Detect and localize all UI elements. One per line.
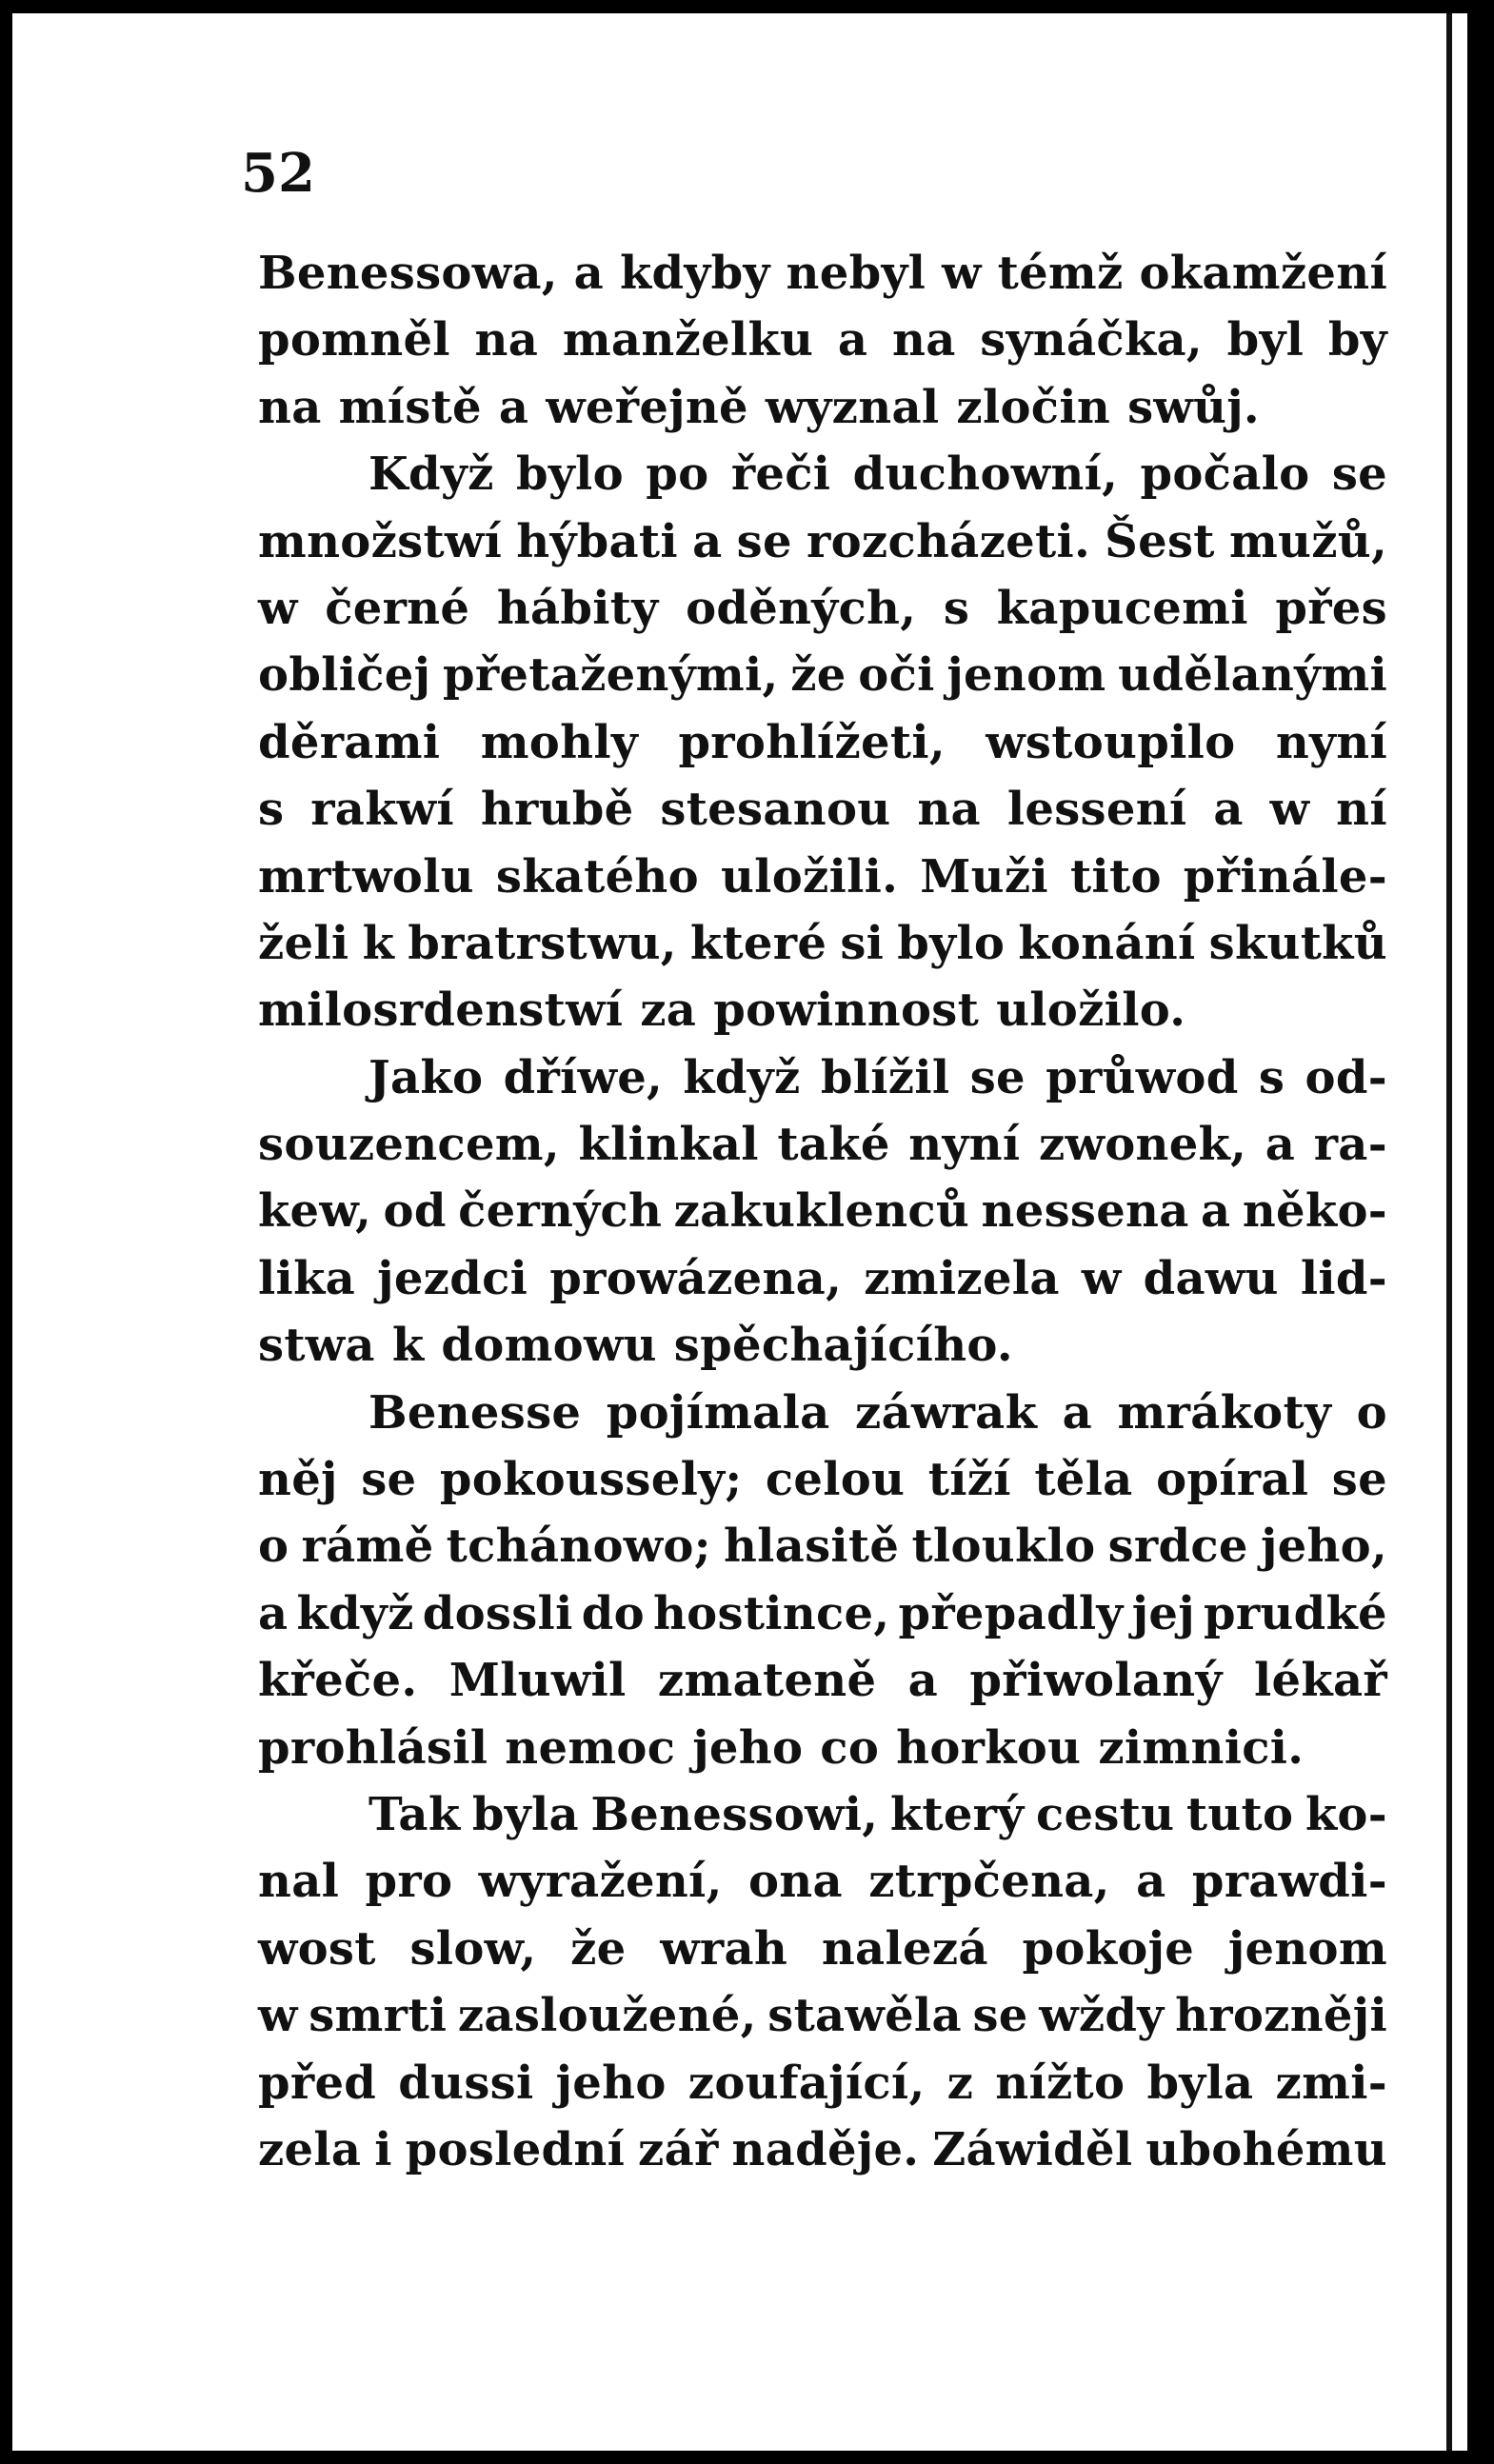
word: w [258, 1989, 298, 2043]
word: duchowní, [852, 447, 1119, 502]
word: lékař [1254, 1654, 1387, 1708]
word: se [972, 1989, 1028, 2043]
word: z [946, 2056, 974, 2110]
word: do [581, 1586, 645, 1640]
word: i [374, 2122, 392, 2176]
text-line [258, 2057, 1387, 2123]
word: blížil [820, 1050, 950, 1104]
word: a [1136, 1855, 1166, 1909]
word: témž [997, 247, 1124, 300]
word: prawdi- [1191, 1855, 1387, 1909]
text-line [258, 1587, 1387, 1654]
word: dussi [398, 2056, 534, 2110]
word: který [889, 1787, 1025, 1841]
text-line [258, 917, 1387, 984]
word: před [258, 2056, 377, 2110]
word: černých [458, 1184, 663, 1239]
word: lid- [1300, 1251, 1387, 1305]
word: pomněl [258, 313, 450, 368]
word: smrti [309, 1989, 448, 2043]
word: pro [365, 1855, 453, 1909]
word: oči [858, 648, 935, 703]
word: také [777, 1118, 890, 1172]
word: Benesse [369, 1385, 582, 1440]
word: wost [258, 1921, 376, 1976]
word: s [258, 783, 285, 837]
text-line [258, 582, 1387, 648]
word: Benessowi, [590, 1787, 879, 1841]
word: hrozněji [1175, 1989, 1387, 2043]
word: jeho [555, 2056, 667, 2110]
word: cestu [1035, 1787, 1175, 1841]
word: nyní [1275, 715, 1387, 769]
text-line [258, 984, 1387, 1050]
word: prohlásil [258, 1720, 488, 1775]
text-line [258, 313, 1387, 380]
word: si [840, 916, 885, 970]
word: Jako [369, 1050, 484, 1104]
text-line [258, 1118, 1387, 1184]
word: souzencem, [258, 1118, 560, 1172]
word: a [837, 313, 868, 368]
word: že [570, 1921, 627, 1976]
word: Benessowa, [258, 247, 558, 300]
word: nemoc [505, 1720, 676, 1775]
text-line [258, 850, 1387, 917]
word: ní [1336, 783, 1387, 837]
word: bylo [897, 916, 1006, 970]
word: prowázena, [549, 1251, 843, 1305]
word: Tak [369, 1787, 461, 1841]
word: rámě [301, 1520, 434, 1574]
word: hýbati [516, 514, 678, 568]
word: rozcházeti. [807, 514, 1091, 568]
word: něj [258, 1453, 338, 1507]
word: že [790, 648, 847, 703]
word: jej [1131, 1586, 1195, 1640]
word: když [683, 1050, 801, 1104]
word: Záwiděl [932, 2122, 1133, 2176]
word: zakuklenců [673, 1184, 970, 1239]
word: přes [1275, 581, 1387, 635]
word: opíral [1156, 1453, 1309, 1507]
word: přetaženými, [442, 648, 779, 703]
word: jezdci [377, 1251, 528, 1305]
word: nyní [908, 1118, 1021, 1172]
word: obličej [258, 648, 431, 703]
text-line [258, 648, 1387, 715]
word: tuto [1185, 1787, 1294, 1841]
word: naděje. [731, 2122, 920, 2176]
word: byla [471, 1787, 579, 1841]
word: na [917, 783, 981, 837]
word: skatého [495, 849, 699, 904]
word: děrami [258, 715, 441, 769]
word: k [391, 1319, 425, 1373]
text-line [258, 1252, 1387, 1319]
word: slow, [409, 1921, 537, 1976]
word: bylo [516, 447, 624, 502]
word: řeči [730, 447, 831, 502]
word: oděných, [686, 581, 917, 635]
text-line [258, 1922, 1387, 1989]
word: wstoupilo [986, 715, 1236, 769]
word: horkou [896, 1720, 1082, 1775]
text-line [258, 1855, 1387, 1921]
word: zwonek, [1039, 1118, 1247, 1172]
text-line [258, 1319, 1387, 1385]
word: stesanou [660, 783, 891, 837]
word: zoufající, [687, 2056, 926, 2110]
word: w [258, 581, 298, 635]
text-line [258, 1453, 1387, 1520]
text-line [258, 1721, 1387, 1788]
page-edge [1446, 13, 1467, 2451]
word: s [1258, 1050, 1285, 1104]
word: mrtwolu [258, 849, 474, 904]
word: weřejně [546, 380, 748, 434]
word: wždy [1039, 1989, 1165, 2043]
word: a [1213, 783, 1244, 837]
word: záwrak [855, 1385, 1038, 1440]
word: udělanými [1118, 648, 1387, 703]
word: zimnici. [1098, 1720, 1305, 1775]
word: Šest [1105, 514, 1215, 568]
word: zmateně [657, 1654, 877, 1708]
word: lessení [1006, 783, 1187, 837]
word: křeče. [258, 1654, 418, 1708]
word: srdce [1107, 1520, 1248, 1574]
word: a [692, 514, 723, 568]
word: jenom [1227, 1921, 1387, 1976]
word: klinkal [578, 1118, 759, 1172]
word: množstwí [258, 514, 503, 568]
word: spěchajícího. [673, 1319, 1013, 1373]
word: pokoje [1022, 1921, 1195, 1976]
word: jeho [692, 1720, 804, 1775]
word: a [573, 247, 605, 300]
word: zasloužené, [457, 1989, 757, 2043]
word: se [1331, 447, 1387, 502]
word: počalo [1140, 447, 1310, 502]
word: mužů, [1228, 514, 1387, 568]
word: Když [369, 447, 494, 502]
word: bratrstwu, [408, 916, 677, 970]
word: přepadly [898, 1586, 1124, 1640]
word: hrubě [480, 783, 634, 837]
word: prohlížeti, [678, 715, 946, 769]
word: ko- [1305, 1787, 1387, 1841]
word: nalezá [821, 1921, 988, 1976]
word: přiwolaný [969, 1654, 1223, 1708]
word: tito [1069, 849, 1162, 904]
word: když [296, 1586, 414, 1640]
word: hostince, [652, 1586, 890, 1640]
text-line [258, 783, 1387, 849]
word: a [258, 1586, 289, 1640]
word: dawu [1143, 1251, 1279, 1305]
word: nebyl [786, 247, 926, 300]
word: a [1201, 1184, 1231, 1239]
word: za [640, 984, 697, 1038]
word: kew, [258, 1184, 372, 1239]
text-line [258, 1788, 1387, 1855]
word: hábity [496, 581, 659, 635]
word: od [383, 1184, 447, 1239]
word: dříwe, [503, 1050, 664, 1104]
book-page [12, 13, 1467, 2451]
word: lika [258, 1251, 356, 1305]
word: a [498, 380, 529, 434]
word: zela [258, 2122, 362, 2176]
word: byla [1146, 2056, 1254, 2110]
word: stwa [258, 1319, 375, 1373]
word: uložilo. [996, 984, 1186, 1038]
word: synáčka, [980, 313, 1203, 368]
word: wyražení, [478, 1855, 723, 1909]
word: skutků [1208, 916, 1387, 970]
word: pojímala [606, 1385, 830, 1440]
word: Mluwil [448, 1654, 627, 1708]
word: o [258, 1520, 289, 1574]
text-line [258, 1051, 1387, 1118]
word: od- [1305, 1050, 1387, 1104]
word: kdyby [619, 247, 770, 300]
text-line [258, 716, 1387, 783]
word: nížto [995, 2056, 1125, 2110]
text-line [258, 247, 1387, 313]
word: přinále- [1183, 849, 1387, 904]
text-line [258, 1989, 1387, 2056]
word: prudké [1203, 1586, 1387, 1640]
word: ra- [1313, 1118, 1387, 1172]
word: pokoussely; [439, 1453, 743, 1507]
word: po [646, 447, 709, 502]
word: by [1327, 313, 1387, 368]
word: domowu [441, 1319, 657, 1373]
word: zmizela [864, 1251, 1060, 1305]
word: w [1081, 1251, 1122, 1305]
body-text [258, 247, 1387, 2190]
word: wrah [660, 1921, 788, 1976]
word: ona [747, 1855, 843, 1909]
word: na [258, 380, 322, 434]
word: a [1265, 1118, 1296, 1172]
word: milosrdenstwí [258, 984, 624, 1038]
text-line [258, 515, 1387, 582]
word: co [820, 1720, 880, 1775]
word: nal [258, 1855, 340, 1909]
text-line [258, 447, 1387, 514]
word: swůj. [1127, 380, 1260, 434]
word: kapucemi [996, 581, 1248, 635]
word: wyznal [765, 380, 940, 434]
word: průwod [1046, 1050, 1239, 1104]
word: k [362, 916, 395, 970]
word: tíží [927, 1453, 1011, 1507]
word: w [942, 247, 982, 300]
text-line [258, 381, 1387, 447]
word: tlouklo [911, 1520, 1096, 1574]
word: jeho, [1260, 1520, 1387, 1574]
text-line [258, 1520, 1387, 1586]
word: které [689, 916, 827, 970]
word: nessena [981, 1184, 1189, 1239]
word: a [1062, 1385, 1093, 1440]
word: a [907, 1654, 939, 1708]
word: černé [325, 581, 470, 635]
word: powinnost [713, 984, 980, 1038]
text-line [258, 1184, 1387, 1251]
word: ztrpčena, [868, 1855, 1110, 1909]
word: manželku [562, 313, 814, 368]
word: na [474, 313, 539, 368]
word: o [1356, 1385, 1387, 1440]
word: se [361, 1453, 417, 1507]
word: Muži [920, 849, 1048, 904]
word: zločin [956, 380, 1111, 434]
word: celou [765, 1453, 906, 1507]
word: dossli [422, 1586, 573, 1640]
page-number: 52 [241, 142, 315, 205]
word: se [736, 514, 792, 568]
word: tchánowo; [446, 1520, 711, 1574]
word: hlasitě [723, 1520, 900, 1574]
word: na [892, 313, 956, 368]
word: těla [1034, 1453, 1133, 1507]
word: místě [338, 380, 482, 434]
word: jenom [946, 648, 1106, 703]
word: se [1331, 1453, 1387, 1507]
word: se [969, 1050, 1026, 1104]
word: w [1269, 783, 1310, 837]
word: byl [1226, 313, 1305, 368]
word: něko- [1242, 1184, 1387, 1239]
word: mohly [480, 715, 639, 769]
text-line [258, 2123, 1387, 2190]
word: stawěla [767, 1989, 962, 2043]
word: uložili. [720, 849, 899, 904]
text-line [258, 1654, 1387, 1720]
word: rakwí [310, 783, 454, 837]
word: poslední [405, 2122, 626, 2176]
word: mrákoty [1117, 1385, 1332, 1440]
word: zmi- [1275, 2056, 1387, 2110]
word: konání [1018, 916, 1196, 970]
word: okamžení [1139, 247, 1387, 300]
text-line [258, 1386, 1387, 1453]
word: ubohému [1145, 2122, 1387, 2176]
word: zář [638, 2122, 719, 2176]
word: s [943, 581, 970, 635]
word: želi [258, 916, 349, 970]
